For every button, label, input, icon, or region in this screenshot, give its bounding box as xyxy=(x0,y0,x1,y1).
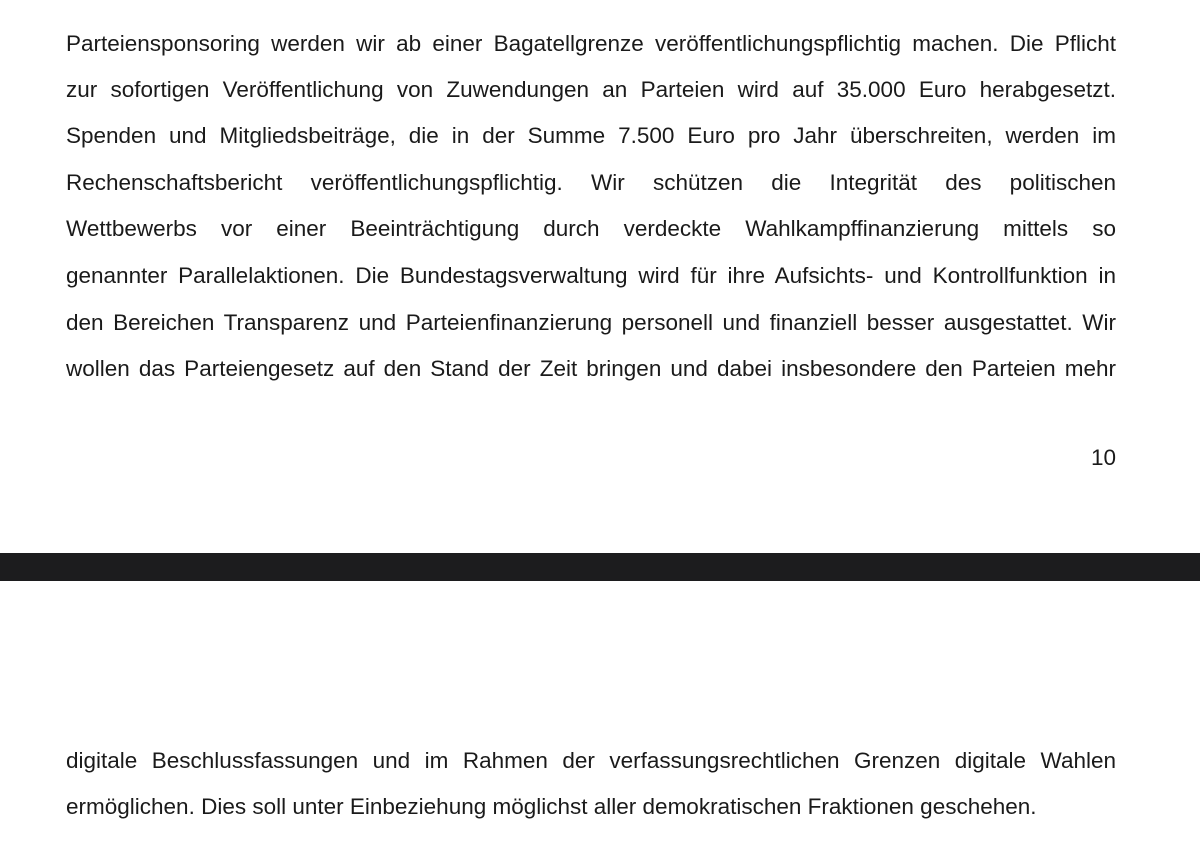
body-text-line: Wettbewerbs vor einer Beeinträchtigung durch verdeckte Wahlkampffinanzierung mittels so xyxy=(66,216,1116,241)
page-separator xyxy=(0,553,1200,581)
body-text-line: genannter Parallelaktionen. Die Bundestagsverwaltung wird für ihre Aufsichts- und Kontrollfunktion in xyxy=(66,263,1116,288)
body-text-line: Spenden und Mitgliedsbeiträge, die in der Summe 7.500 Euro pro Jahr überschreiten, werden im xyxy=(66,123,1116,148)
body-text-line: digitale Beschlussfassungen und im Rahmen der verfassungsrechtlichen Grenzen digitale Wahlen xyxy=(66,748,1116,773)
body-text-line: wollen das Parteiengesetz auf den Stand der Zeit bringen und dabei insbesondere den Parteien mehr xyxy=(66,356,1116,381)
document-page-bottom xyxy=(0,581,1200,858)
page-number: 10 xyxy=(1090,445,1116,470)
body-text-line: zur sofortigen Veröffentlichung von Zuwendungen an Parteien wird auf 35.000 Euro herabgesetzt. xyxy=(66,77,1116,102)
body-text-line: ermöglichen. Dies soll unter Einbeziehung möglichst aller demokratischen Fraktionen geschehen. xyxy=(66,794,1037,819)
body-text-line: den Bereichen Transparenz und Parteienfinanzierung personell und finanziell besser ausgestattet. Wir xyxy=(66,310,1116,335)
body-text-line: Parteiensponsoring werden wir ab einer Bagatellgrenze veröffentlichungspflichtig machen. Die Pflicht xyxy=(66,31,1116,56)
body-text-line: Rechenschaftsbericht veröffentlichungspflichtig. Wir schützen die Integrität des politischen xyxy=(66,170,1116,195)
